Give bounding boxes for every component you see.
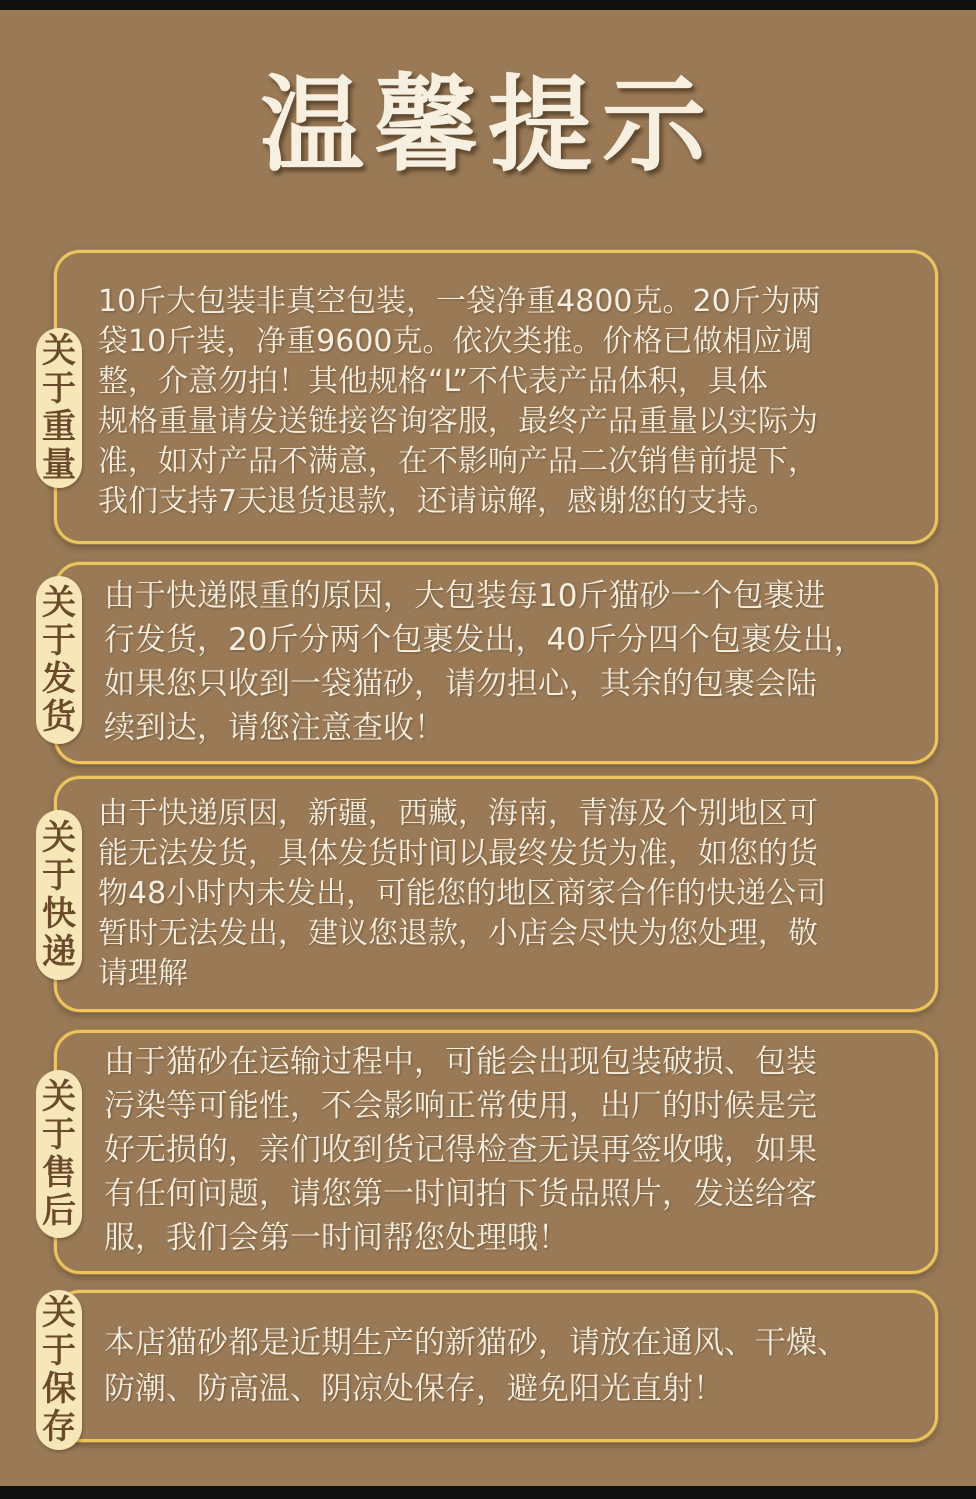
tab-char: 关 xyxy=(42,1077,76,1117)
tab-express xyxy=(36,810,82,980)
tab-weight xyxy=(36,328,82,488)
tab-char: 快 xyxy=(42,894,76,934)
tab-char: 于 xyxy=(42,856,76,896)
tab-char: 于 xyxy=(42,1331,76,1371)
tab-char: 关 xyxy=(42,583,76,623)
tab-char: 售 xyxy=(42,1153,76,1193)
tab-char: 递 xyxy=(42,932,76,972)
page-title: 温馨提示 xyxy=(259,64,716,186)
tab-char: 量 xyxy=(42,445,76,485)
express-text: 由于快递原因，新疆，西藏，海南，青海及个别地区可 能无法发货，具体发货时间以最终发货为准，如您的货 物48小时内未发出，可能您的地区商家合作的快递公司 暂时无法发出，建议您退款，小店会尽快为您处理，敬 请理解 xyxy=(98,796,827,991)
after-sales-text: 由于猫砂在运输过程中，可能会出现包装破损、包装 污染等可能性，不会影响正常使用，出厂的时候是完 好无损的，亲们收到货记得检查无误再签收哦，如果 有任何问题，请您第一时间拍下货品照片，发送给客 服，我们会第一时间帮您处理哦！ xyxy=(104,1044,817,1256)
tab-char: 保 xyxy=(42,1369,76,1409)
tab-storage xyxy=(36,1290,82,1450)
tab-char: 后 xyxy=(42,1191,76,1231)
tab-shipping xyxy=(36,576,82,744)
tab-char: 于 xyxy=(42,621,76,661)
tab-char: 货 xyxy=(42,697,76,737)
tab-after-sales xyxy=(36,1070,82,1238)
tab-char: 于 xyxy=(42,1115,76,1155)
notice-poster xyxy=(0,10,976,1486)
tab-char: 关 xyxy=(42,818,76,858)
storage-text: 本店猫砂都是近期生产的新猫砂，请放在通风、干燥、 防潮、防高温、阴凉处保存，避免阳光直射！ xyxy=(104,1325,848,1407)
shipping-text: 由于快递限重的原因，大包装每10斤猫砂一个包裹进 行发货，20斤分两个包裹发出，40斤分四个包裹发出， 如果您只收到一袋猫砂，请勿担心，其余的包裹会陆 续到达，请您注意查收！ xyxy=(104,578,865,746)
tab-char: 关 xyxy=(42,1293,76,1333)
tab-char: 重 xyxy=(42,407,76,447)
tab-char: 存 xyxy=(42,1407,76,1447)
tab-char: 关 xyxy=(42,331,76,371)
weight-text: 10斤大包装非真空包装，一袋净重4800克。20斤为两 袋10斤装，净重9600克。依次类推。价格已做相应调 整，介意勿拍！其他规格“L”不代表产品体积，具体 规格重量请发送链接咨询客服，最终产品重量以实际为 准，如对产品不满意，在不影响产品二次销售前提下， 我们支持7天退货退款，还请谅解，感谢您的支持。 xyxy=(98,284,821,519)
tab-char: 于 xyxy=(42,369,76,409)
tab-char: 发 xyxy=(42,659,76,699)
